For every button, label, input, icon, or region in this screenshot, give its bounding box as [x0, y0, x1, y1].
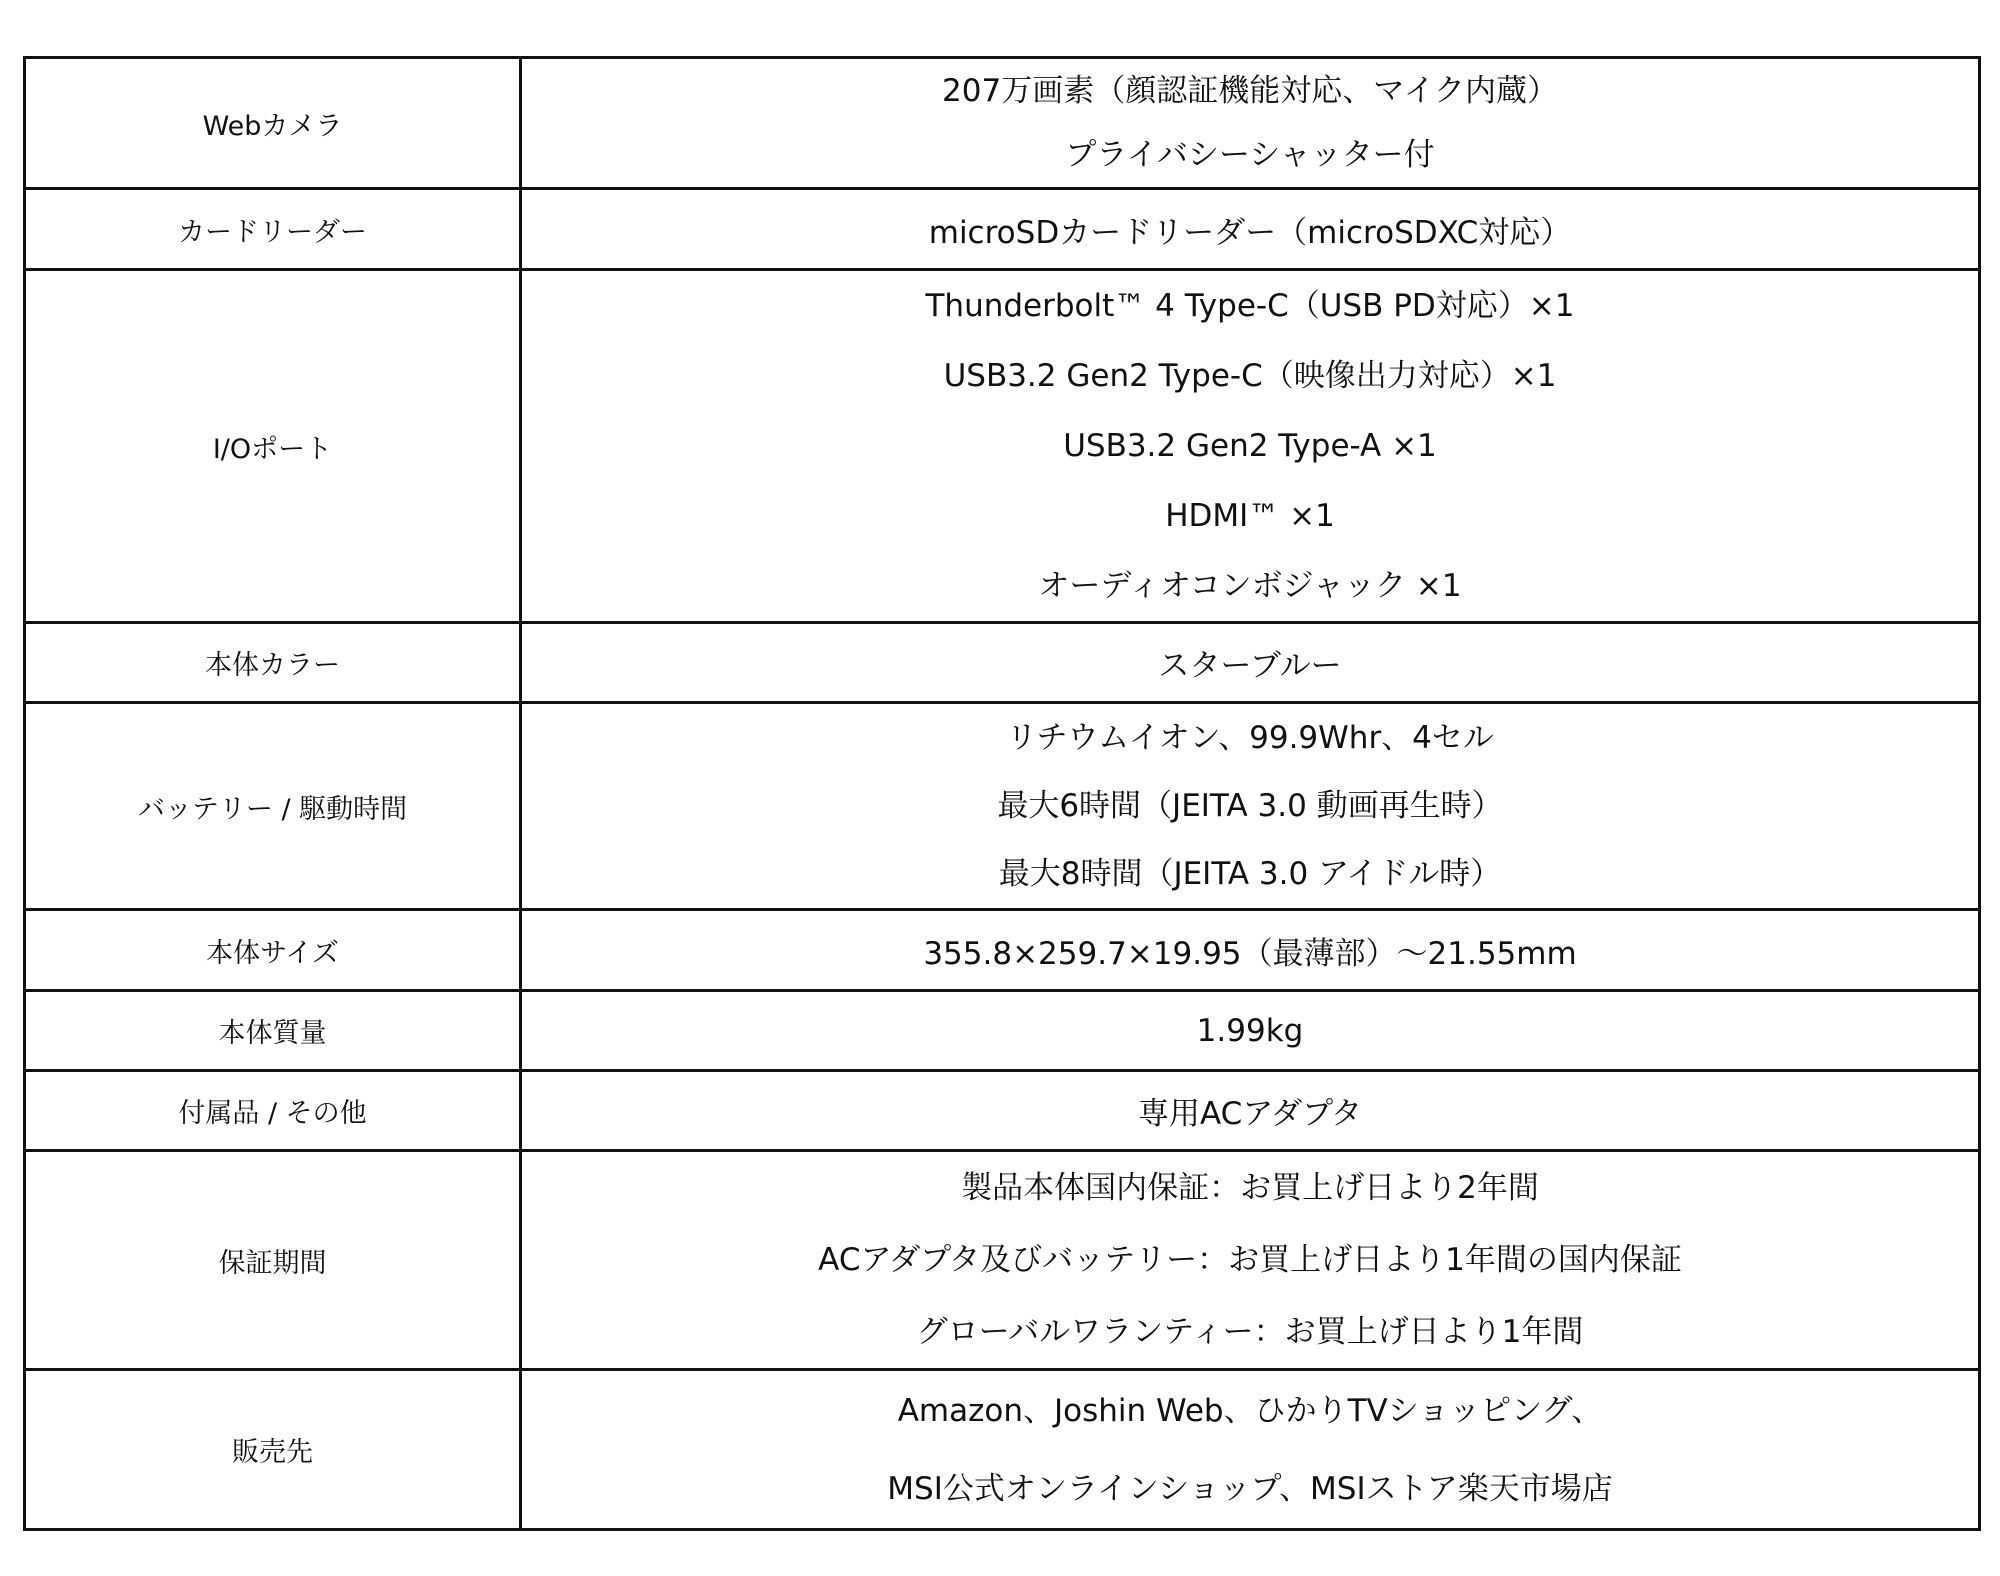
spec-label: 販売先 — [25, 1370, 521, 1530]
spec-value-line: USB3.2 Gen2 Type-C（映像出力対応）×1 — [943, 358, 1557, 394]
spec-value-line: リチウムイオン、99.9Whr、4セル — [1006, 720, 1494, 756]
spec-label: I/Oポート — [25, 270, 521, 623]
spec-row-weight — [25, 991, 1980, 1071]
spec-label: Webカメラ — [25, 58, 521, 189]
spec-value-line: グローバルワランティー：お買上げ日より1年間 — [916, 1314, 1584, 1350]
spec-value-line: 最大8時間（JEITA 3.0 アイドル時） — [998, 856, 1502, 892]
spec-value — [521, 270, 1980, 623]
spec-label: 付属品 / その他 — [25, 1071, 521, 1151]
spec-label: 本体カラー — [25, 623, 521, 703]
spec-value — [521, 991, 1980, 1071]
spec-row-warranty — [25, 1151, 1980, 1370]
spec-value — [521, 910, 1980, 991]
spec-value — [521, 1071, 1980, 1151]
spec-table — [23, 56, 1981, 1531]
spec-value — [521, 703, 1980, 910]
spec-value-line: USB3.2 Gen2 Type-A ×1 — [1063, 428, 1437, 464]
spec-row-card-reader — [25, 189, 1980, 270]
spec-label: 本体サイズ — [25, 910, 521, 991]
spec-label: バッテリー / 駆動時間 — [25, 703, 521, 910]
spec-row-color — [25, 623, 1980, 703]
spec-value-line: 専用ACアダプタ — [1138, 1096, 1362, 1132]
spec-row-retailers — [25, 1370, 1980, 1530]
spec-value-line: Amazon、Joshin Web、ひかりTVショッピング、 — [897, 1392, 1603, 1429]
spec-value-line: オーディオコンボジャック ×1 — [1038, 568, 1462, 604]
spec-label: カードリーダー — [25, 189, 521, 270]
spec-row-size — [25, 910, 1980, 991]
spec-value — [521, 189, 1980, 270]
spec-value-line: microSDカードリーダー（microSDXC対応） — [928, 214, 1572, 251]
spec-value — [521, 1370, 1980, 1530]
spec-row-webcam — [25, 58, 1980, 189]
spec-value-line: 製品本体国内保証：お買上げ日より2年間 — [961, 1170, 1539, 1206]
spec-value — [521, 623, 1980, 703]
spec-value-line: MSI公式オンラインショップ、MSIストア楽天市場店 — [887, 1470, 1613, 1507]
spec-row-io-ports — [25, 270, 1980, 623]
spec-value-line: 1.99kg — [1196, 1012, 1304, 1049]
spec-value-line: HDMI™ ×1 — [1165, 498, 1335, 534]
spec-label: 保証期間 — [25, 1151, 521, 1370]
spec-value-line: ACアダプタ及びバッテリー：お買上げ日より1年間の国内保証 — [818, 1242, 1682, 1278]
spec-row-battery — [25, 703, 1980, 910]
spec-value-line: 355.8×259.7×19.95（最薄部）～21.55mm — [923, 935, 1577, 972]
spec-value — [521, 58, 1980, 189]
spec-value-line: スターブルー — [1158, 648, 1342, 684]
spec-value-line: 207万画素（顔認証機能対応、マイク内蔵） — [942, 73, 1558, 109]
spec-value — [521, 1151, 1980, 1370]
spec-value-line: プライバシーシャッター付 — [1065, 137, 1435, 173]
spec-row-accessories — [25, 1071, 1980, 1151]
spec-value-line: 最大6時間（JEITA 3.0 動画再生時） — [997, 788, 1503, 824]
spec-value-line: Thunderbolt™ 4 Type-C（USB PD対応）×1 — [925, 288, 1575, 324]
spec-label: 本体質量 — [25, 991, 521, 1071]
